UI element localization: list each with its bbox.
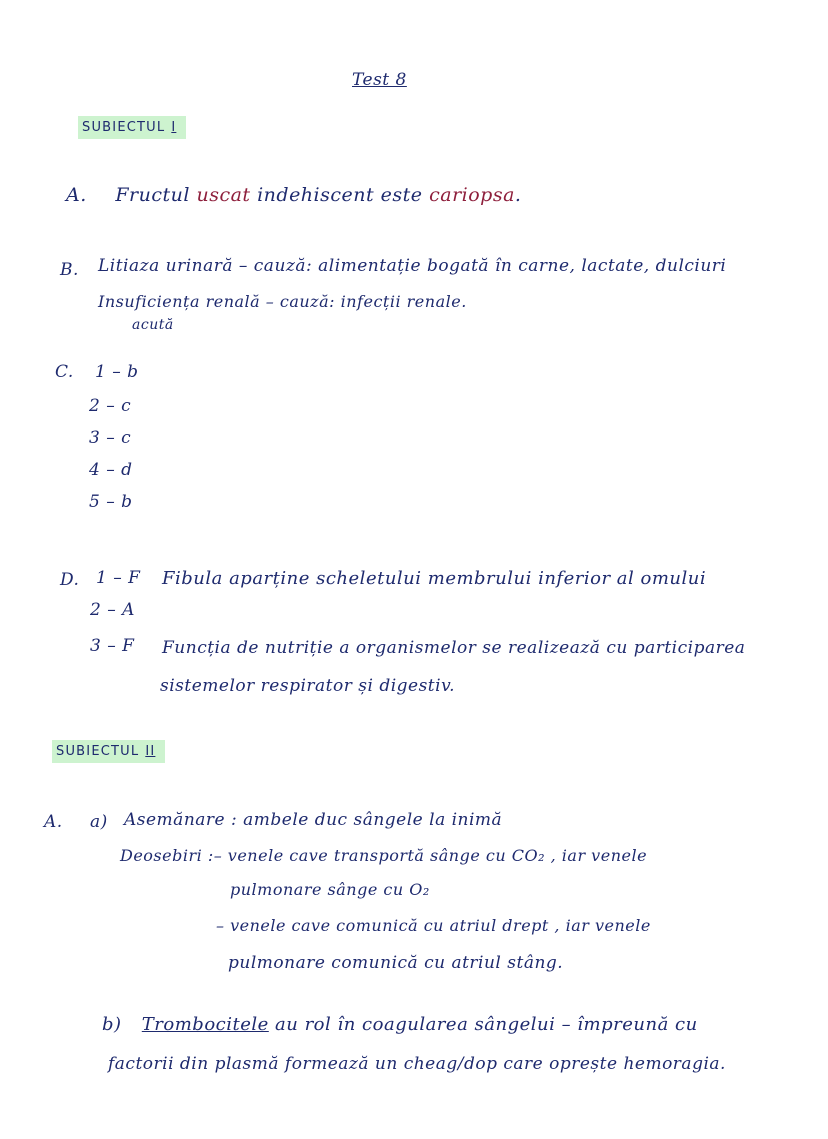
item-1b-line1: Litiaza urinară – cauză: alimentație bogată în carne, lactate, dulciuri [98, 256, 727, 276]
item-1d-text-3-line2: sistemelor respirator și digestiv. [160, 676, 456, 696]
item-2a-letter: A. [44, 812, 63, 832]
item-2a-a-label: a) [90, 812, 108, 832]
item-1c-answer-1: 1 – b [95, 362, 139, 382]
item-2a-line5: pulmonare comunică cu atriul stâng. [228, 953, 564, 973]
item-1a-highlight-cariopsa: cariopsa [429, 184, 515, 206]
item-1a-text-before: Fructul [115, 184, 197, 206]
item-letter: A. [66, 184, 87, 206]
item-1d-label-1: 1 – F [96, 568, 141, 588]
item-1c-answer-4: 4 – d [89, 460, 133, 480]
item-1a-highlight-uscat: uscat [196, 184, 251, 206]
item-2b-line1-rest: au rol în coagularea sângelui – împreună cu [268, 1014, 698, 1035]
item-2b-line2: factorii din plasmă formează un cheag/dop care oprește hemoragia. [108, 1054, 726, 1074]
item-2b-label: b) [102, 1014, 122, 1035]
section-heading-number: II [145, 744, 156, 759]
item-1d-text-3-line1: Funcția de nutriție a organismelor se realizează cu participarea [162, 638, 746, 658]
item-2a-line3: pulmonare sânge cu O₂ [230, 880, 430, 899]
item-2a-line2: Deosebiri :– venele cave transportă sânge cu CO₂ , iar venele [120, 846, 648, 865]
item-1a [66, 186, 521, 205]
item-1d-label-3: 3 – F [90, 636, 135, 656]
section-heading-label: SUBIECTUL [56, 744, 140, 759]
section-heading-label: SUBIECTUL [82, 120, 166, 135]
page-title: Test 8 [352, 70, 407, 90]
item-1d-label-2: 2 – A [90, 600, 135, 620]
item-2a-line1: Asemănare : ambele duc sângele la inimă [124, 810, 503, 830]
section-heading-subiectul-2 [52, 740, 165, 763]
item-1c-answer-3: 3 – c [89, 428, 132, 448]
item-2b-line1 [102, 1016, 698, 1034]
section-heading-number: I [171, 120, 177, 135]
item-1a-text-after: . [514, 184, 522, 206]
item-1b-line2: Insuficiența renală – cauză: infecții renale. [98, 292, 467, 311]
item-1c-answer-5: 5 – b [89, 492, 133, 512]
item-2b-term: Trombocitele [141, 1014, 269, 1035]
item-1c-answer-2: 2 – c [89, 396, 132, 416]
section-heading-subiectul-1 [78, 116, 186, 139]
item-1d-letter: D. [60, 570, 80, 590]
item-2a-line4: – venele cave comunică cu atriul drept , iar venele [216, 916, 651, 935]
item-1d-text-1: Fibula aparține scheletului membrului inferior al omului [162, 568, 707, 589]
item-1b-letter: B. [60, 260, 79, 280]
item-1b-line3: acută [132, 317, 174, 333]
item-1a-text-middle: indehiscent este [250, 184, 430, 206]
item-1c-letter: C. [55, 362, 74, 382]
